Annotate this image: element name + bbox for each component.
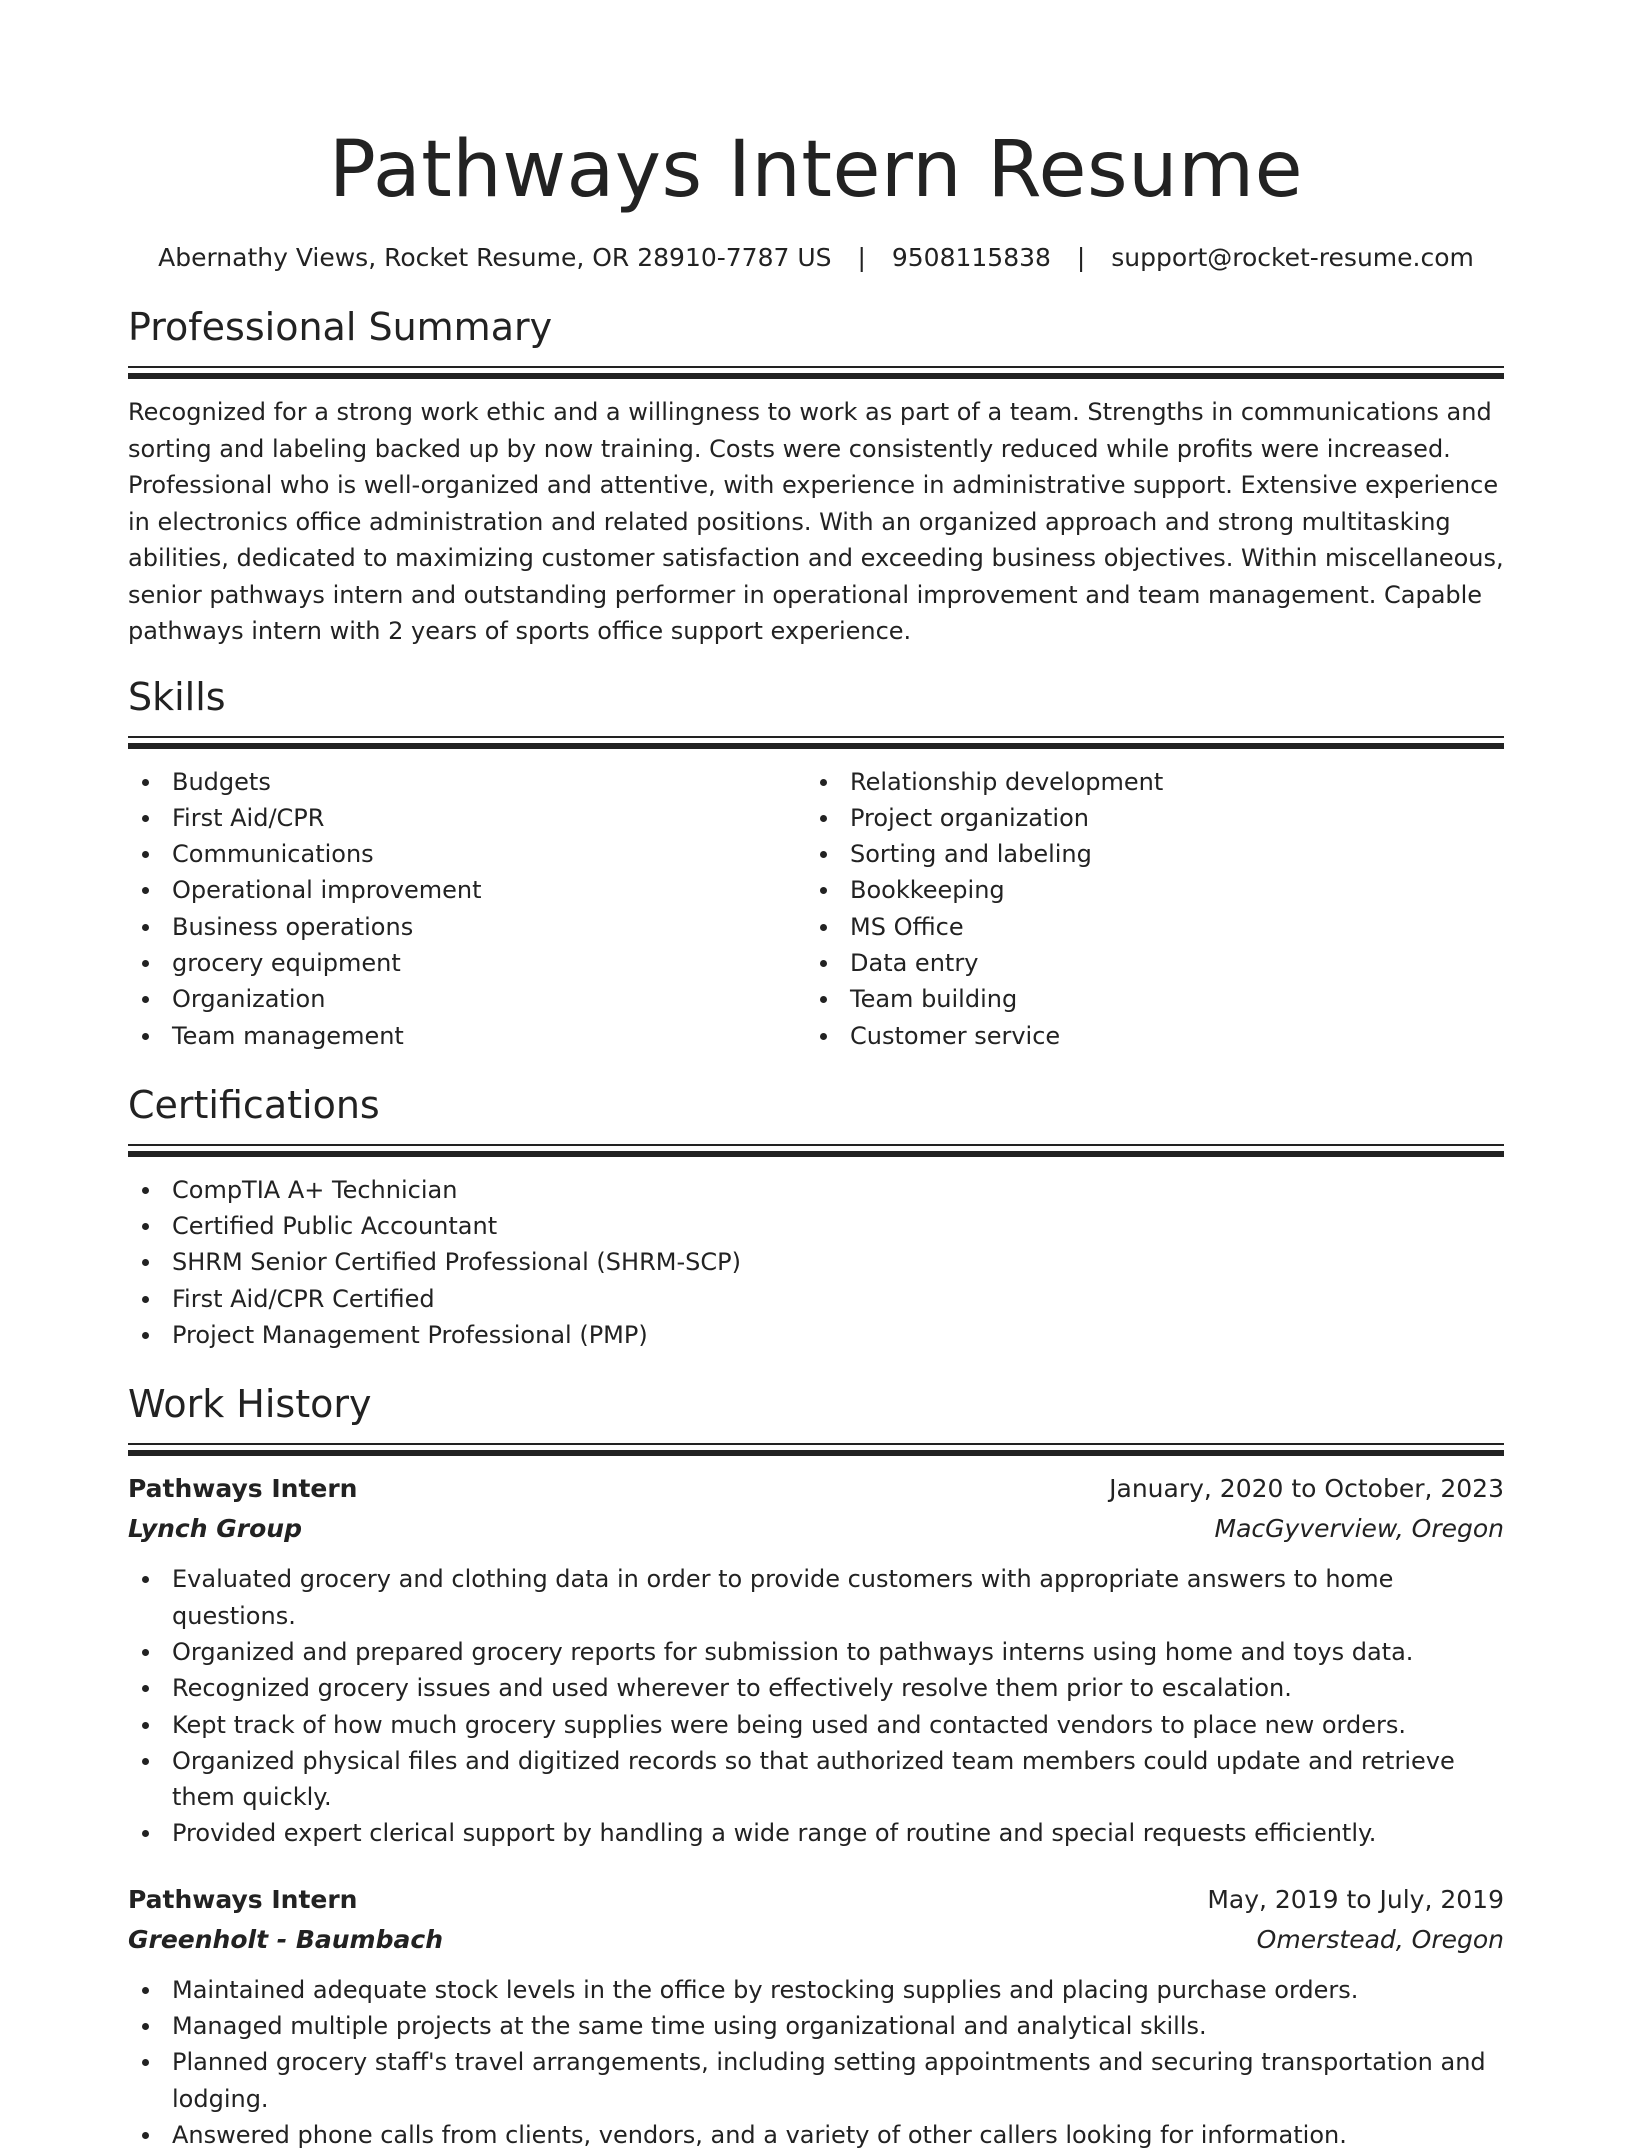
section-divider: [128, 1144, 1504, 1156]
certifications-list: [128, 1172, 1504, 1353]
skill-item: Team management: [128, 1018, 806, 1054]
certification-item: CompTIA A+ Technician: [128, 1172, 1504, 1208]
skill-item: First Aid/CPR: [128, 800, 806, 836]
skill-item: Communications: [128, 836, 806, 872]
job-header: [128, 1880, 1504, 1920]
summary-text: Recognized for a strong work ethic and a willingness to work as part of a team. Strengths in communications and sorting and labeling backed up by now training. Costs were consistently reduced while profits were increased. Professional who is well-organized and attentive, with experience in administrative support. Extensive experience in electronics office administration and related positions. With an organized approach and strong multitasking abilities, dedicated to maximizing customer satisfaction and exceeding business objectives. Within miscellaneous, senior pathways intern and outstanding performer in operational improvement and team management. Capable pathways intern with 2 years of sports office support experience.: [128, 398, 1504, 645]
contact-phone: 9508115838: [891, 243, 1051, 272]
skills-column-right: [806, 764, 1484, 1054]
resume-title: Pathways Intern Resume: [328, 125, 1304, 215]
contact-email: support@rocket-resume.com: [1111, 243, 1474, 272]
skill-item: Bookkeeping: [806, 872, 1484, 908]
skill-item: Budgets: [128, 764, 806, 800]
section-divider: [128, 736, 1504, 748]
skill-item: Operational improvement: [128, 872, 806, 908]
skill-item: Business operations: [128, 909, 806, 945]
certification-item: First Aid/CPR Certified: [128, 1281, 1504, 1317]
job-subheader: [128, 1920, 1504, 1960]
job-bullet: Provided expert clerical support by handling a wide range of routine and special requests efficiently.: [128, 1815, 1504, 1851]
certification-item: Certified Public Accountant: [128, 1208, 1504, 1244]
section-heading-work: Work History: [128, 1382, 372, 1427]
job-dates: January, 2020 to October, 2023: [1109, 1474, 1504, 1504]
job-company: Greenholt - Baumbach: [128, 1924, 443, 1954]
work-section: [128, 1379, 1504, 2153]
section-heading-skills: Skills: [128, 674, 226, 719]
contact-separator: |: [1076, 243, 1086, 272]
section-divider: [128, 366, 1504, 378]
job-entry: [128, 1880, 1504, 2153]
job-bullet: Answered phone calls from clients, vendors, and a variety of other callers looking for information.: [128, 2117, 1504, 2153]
job-bullet: Kept track of how much grocery supplies were being used and contacted vendors to place new orders.: [128, 1707, 1504, 1743]
job-bullet: Maintained adequate stock levels in the office by restocking supplies and placing purchase orders.: [128, 1972, 1504, 2008]
job-entry: [128, 1469, 1504, 1851]
job-dates: May, 2019 to July, 2019: [1207, 1884, 1504, 1914]
job-location: Omerstead, Oregon: [1256, 1924, 1504, 1954]
job-location: MacGyverview, Oregon: [1214, 1514, 1504, 1544]
section-heading-certifications: Certifications: [128, 1082, 380, 1127]
certification-item: SHRM Senior Certified Professional (SHRM-SCP): [128, 1244, 1504, 1280]
skill-item: Customer service: [806, 1018, 1484, 1054]
job-bullets: [128, 1561, 1504, 1851]
skill-item: Organization: [128, 981, 806, 1017]
job-title: Pathways Intern: [128, 1474, 358, 1504]
skills-grid: [128, 764, 1504, 1054]
contact-line: [128, 240, 1504, 276]
certifications-section: [128, 1080, 1504, 1353]
job-bullets: [128, 1972, 1504, 2153]
job-header: [128, 1469, 1504, 1509]
contact-separator: |: [857, 243, 866, 272]
job-subheader: [128, 1509, 1504, 1549]
section-heading-summary: Professional Summary: [128, 305, 553, 349]
skill-item: grocery equipment: [128, 945, 806, 981]
skills-column-left: [128, 764, 806, 1054]
job-bullet: Recognized grocery issues and used wherever to effectively resolve them prior to escalation.: [128, 1670, 1504, 1706]
job-bullet: Planned grocery staff's travel arrangements, including setting appointments and securing transportation and lodging.: [128, 2044, 1504, 2117]
resume-page: [128, 0, 1504, 2153]
job-company: Lynch Group: [128, 1514, 302, 1544]
skill-item: Project organization: [806, 800, 1484, 836]
job-bullet: Organized and prepared grocery reports for submission to pathways interns using home and toys data.: [128, 1634, 1504, 1670]
job-title: Pathways Intern: [128, 1884, 358, 1914]
certification-item: Project Management Professional (PMP): [128, 1317, 1504, 1353]
skills-section: [128, 672, 1504, 1054]
skill-item: Team building: [806, 981, 1484, 1017]
job-bullet: Managed multiple projects at the same time using organizational and analytical skills.: [128, 2008, 1504, 2044]
contact-address: Abernathy Views, Rocket Resume, OR 28910-7787 US: [158, 243, 832, 272]
skill-item: MS Office: [806, 909, 1484, 945]
section-divider: [128, 1443, 1504, 1455]
summary-section: [128, 302, 1504, 650]
job-bullet: Evaluated grocery and clothing data in order to provide customers with appropriate answers to home questions.: [128, 1561, 1504, 1634]
job-bullet: Organized physical files and digitized records so that authorized team members could update and retrieve them quickly.: [128, 1743, 1504, 1816]
skill-item: Relationship development: [806, 764, 1484, 800]
skill-item: Sorting and labeling: [806, 836, 1484, 872]
skill-item: Data entry: [806, 945, 1484, 981]
